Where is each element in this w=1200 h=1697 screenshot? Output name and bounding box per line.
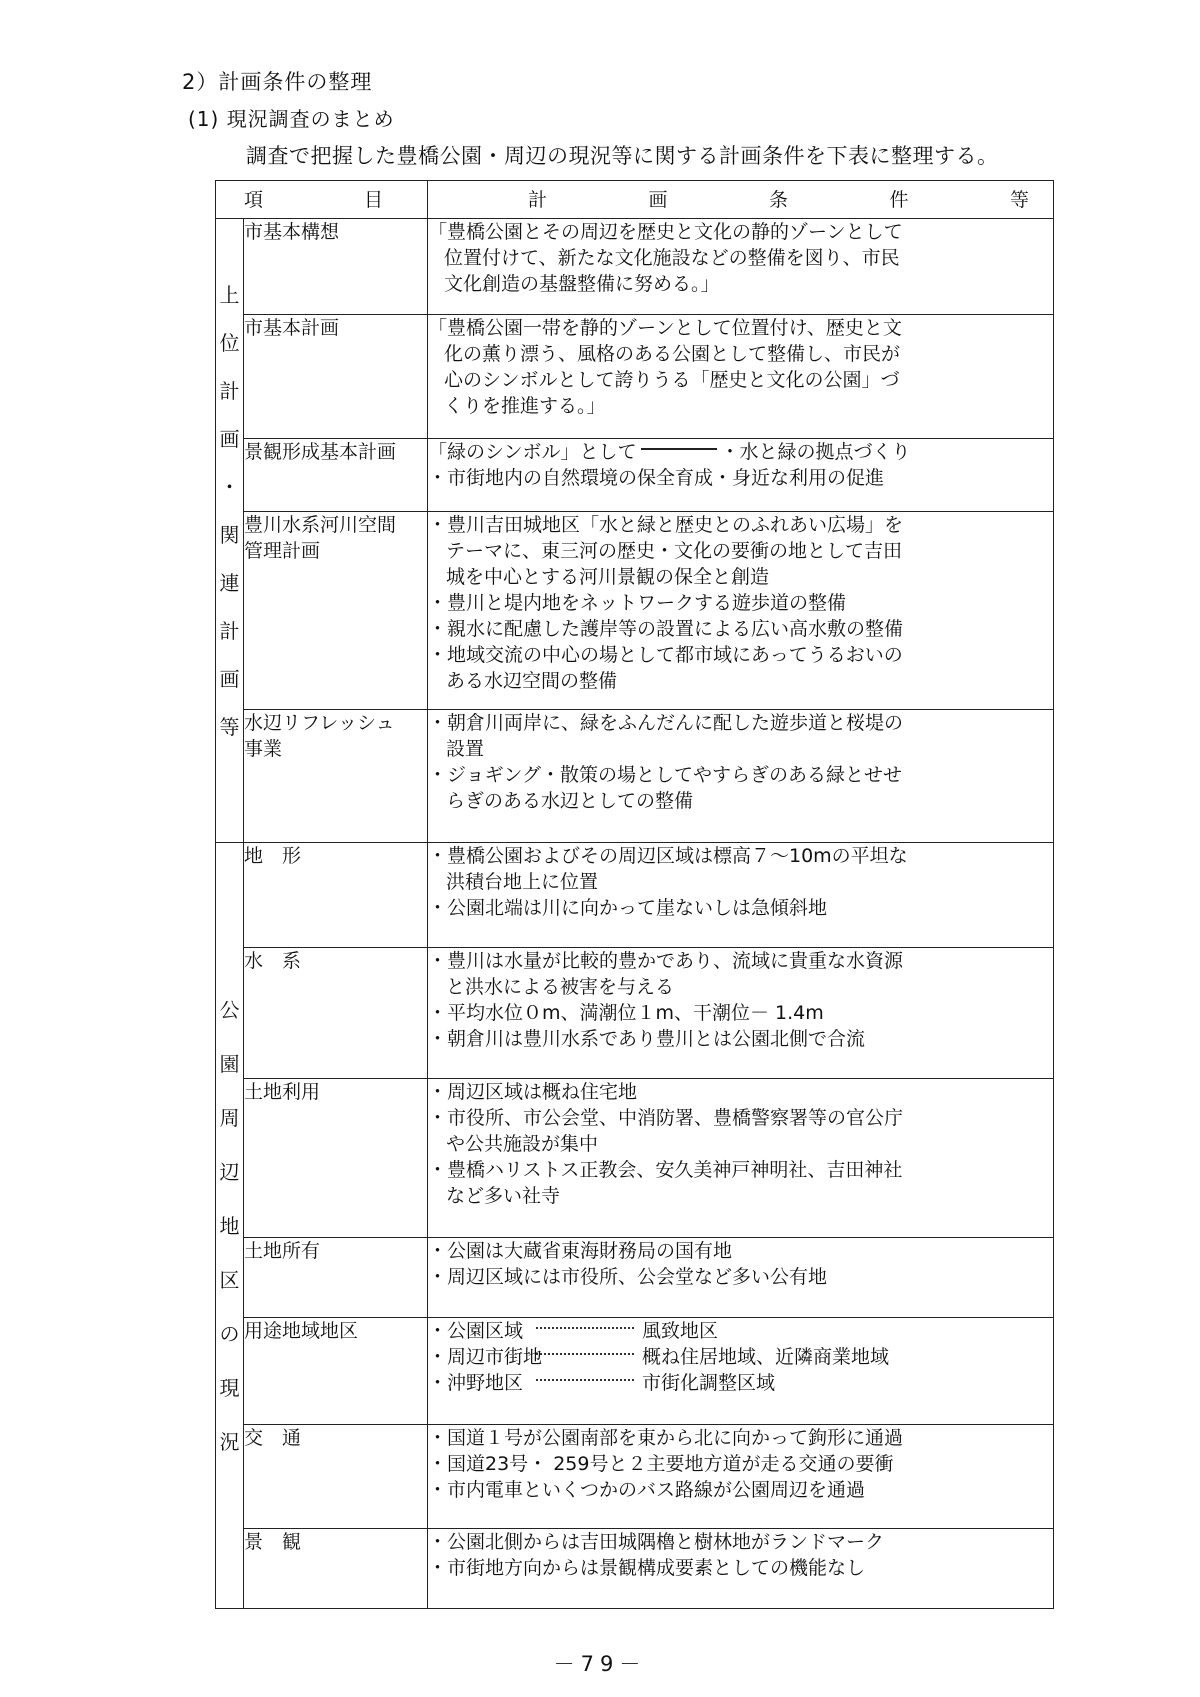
- condition-cell: [428, 843, 1054, 948]
- subsection-heading: (1) 現況調査のまとめ: [188, 107, 395, 131]
- condition-line: 位置付けて、新たな文化施設などの整備を図り、市民: [444, 247, 900, 269]
- group-label-char: 地: [219, 1214, 240, 1238]
- group-label-park-surroundings: [216, 843, 244, 1609]
- group-label-char: 位: [219, 331, 240, 355]
- condition-line: ・市内電車といくつかのバス路線が公園周辺を通過: [428, 1479, 866, 1501]
- condition-line: ・ジョギング・散策の場としてやすらぎのある緑とせせ: [428, 764, 903, 786]
- header-conditions: [428, 181, 1054, 219]
- zone-line: [428, 1318, 1053, 1344]
- condition-cell: [428, 1529, 1054, 1609]
- dotted-leader: [536, 1379, 634, 1381]
- table-row: [216, 512, 1054, 710]
- header-cond-char: 画: [648, 188, 668, 211]
- condition-line: と洪水による被害を与える: [446, 976, 675, 998]
- dash-line: [641, 448, 717, 450]
- group-label-char: 画: [219, 667, 240, 691]
- item-label: 市基本計画: [244, 317, 340, 339]
- header-item-char: 目: [363, 188, 383, 211]
- item-cell: [244, 315, 428, 439]
- table-row: [216, 1318, 1054, 1425]
- item-cell: [244, 1425, 428, 1529]
- item-cell: [244, 439, 428, 512]
- condition-line: ・市役所、市公会堂、中消防署、豊橋警察署等の官公庁: [428, 1107, 904, 1129]
- condition-line: 城を中心とする河川景観の保全と創造: [446, 566, 770, 588]
- item-cell: [244, 710, 428, 843]
- condition-line: 文化創造の基盤整備に努める。」: [444, 273, 720, 295]
- condition-line: ・公園北側からは吉田城隅櫓と樹林地がランドマーク: [428, 1531, 885, 1553]
- group-label-char: 計: [219, 619, 240, 643]
- condition-line: ・周辺区域には市役所、公会堂など多い公有地: [428, 1266, 828, 1288]
- condition-line: ・市街地方向からは景観構成要素としての機能なし: [428, 1557, 866, 1579]
- group-label-char: 計: [219, 379, 240, 403]
- group-label-char: 連: [219, 571, 240, 595]
- condition-cell: [428, 1318, 1054, 1425]
- group-label-char: 区: [219, 1268, 240, 1292]
- condition-line: ・豊川吉田城地区「水と緑と歴史とのふれあい広場」を: [428, 514, 904, 536]
- condition-line: ・朝倉川両岸に、緑をふんだんに配した遊歩道と桜堤の: [428, 712, 904, 734]
- condition-line: 「豊橋公園とその周辺を歴史と文化の静的ゾーンとして: [428, 221, 903, 243]
- zone-area: ・公園区域: [428, 1320, 524, 1342]
- condition-line: ・地域交流の中心の場として都市域にあってうるおいの: [428, 644, 903, 666]
- item-label: 事業: [244, 738, 283, 760]
- zone-designation: 市街化調整区域: [642, 1372, 776, 1394]
- zone-line: [428, 1370, 1053, 1396]
- group-label-char: 況: [219, 1430, 240, 1454]
- item-label: 地 形: [244, 845, 302, 867]
- table-row: [216, 1238, 1054, 1318]
- condition-line: ・豊川と堤内地をネットワークする遊歩道の整備: [428, 592, 847, 614]
- condition-line: ・豊橋公園およびその周辺区域は標高７～10mの平坦な: [428, 845, 908, 867]
- table-row: [216, 439, 1054, 512]
- group-label-char: 現: [219, 1376, 240, 1400]
- table-row: [216, 219, 1054, 315]
- group-label-char: 画: [219, 427, 240, 451]
- table-row: [216, 1529, 1054, 1609]
- zone-designation: 風致地区: [642, 1320, 719, 1342]
- condition-line: ・豊川は水量が比較的豊かであり、流域に貴重な水資源: [428, 950, 904, 972]
- item-label: 豊川水系河川空間: [244, 514, 397, 536]
- item-cell: [244, 948, 428, 1079]
- condition-line: 「豊橋公園一帯を静的ゾーンとして位置付け、歴史と文: [428, 317, 902, 339]
- dotted-leader: [536, 1353, 634, 1355]
- item-cell: [244, 219, 428, 315]
- zone-line: [428, 1344, 1053, 1370]
- header-cond-char: 件: [889, 188, 909, 211]
- table-row: [216, 710, 1054, 843]
- group-label-char: ・: [219, 475, 240, 499]
- condition-line: らぎのある水辺としての整備: [446, 790, 694, 812]
- zone-designation: 概ね住居地域、近隣商業地域: [642, 1346, 890, 1368]
- header-cond-char: 計: [528, 188, 548, 211]
- condition-line: 洪積台地上に位置: [446, 871, 599, 893]
- condition-cell: [428, 1425, 1054, 1529]
- condition-cell: [428, 1079, 1054, 1238]
- header-item-char: 項: [244, 188, 264, 211]
- group-label-char: 辺: [219, 1160, 240, 1184]
- header-cond-char: 条: [768, 188, 788, 211]
- item-label: 交 通: [244, 1427, 302, 1449]
- page-number: －79－: [553, 1652, 647, 1676]
- item-label: 水 系: [244, 950, 302, 972]
- table-row: [216, 1079, 1054, 1238]
- group-label-char: 園: [219, 1052, 240, 1076]
- symbol-target: ・水と緑の拠点づくり: [720, 441, 911, 463]
- table-row: [216, 1425, 1054, 1529]
- group-label-char: 周: [219, 1106, 240, 1130]
- group-label-char: 等: [219, 715, 240, 739]
- condition-cell: [428, 948, 1054, 1079]
- item-cell: [244, 1079, 428, 1238]
- condition-line: ・市街地内の自然環境の保全育成・身近な利用の促進: [428, 467, 885, 489]
- item-cell: [244, 512, 428, 710]
- item-label: 管理計画: [244, 540, 321, 562]
- item-cell: [244, 1529, 428, 1609]
- condition-line: くりを推進する。」: [444, 395, 606, 417]
- condition-line: [428, 439, 1053, 465]
- planning-conditions-table: [215, 180, 1054, 1609]
- condition-line: ・国道23号・ 259号と２主要地方道が走る交通の要衝: [428, 1453, 894, 1475]
- condition-line: 設置: [446, 738, 485, 760]
- condition-cell: [428, 710, 1054, 843]
- condition-line: テーマに、東三河の歴史・文化の要衝の地として吉田: [446, 540, 903, 562]
- condition-line: ・周辺区域は概ね住宅地: [428, 1081, 638, 1103]
- item-label: 景 観: [244, 1531, 302, 1553]
- condition-line: ・親水に配慮した護岸等の設置による広い高水敷の整備: [428, 618, 904, 640]
- dotted-leader: [536, 1327, 634, 1329]
- item-label: 土地所有: [244, 1240, 321, 1262]
- condition-line: ・朝倉川は豊川水系であり豊川とは公園北側で合流: [428, 1028, 866, 1050]
- symbol-label: 「緑のシンボル」として: [428, 441, 637, 463]
- condition-line: など多い社寺: [446, 1185, 561, 1207]
- item-label: 土地利用: [244, 1081, 321, 1103]
- condition-line: ・国道１号が公園南部を東から北に向かって鉤形に通過: [428, 1427, 904, 1449]
- table-row: [216, 315, 1054, 439]
- condition-line: ・平均水位０m、満潮位１m、干潮位－ 1.4m: [428, 1002, 824, 1024]
- condition-cell: [428, 219, 1054, 315]
- item-label: 水辺リフレッシュ: [244, 712, 395, 734]
- condition-line: や公共施設が集中: [446, 1133, 599, 1155]
- group-label-char: の: [219, 1322, 240, 1346]
- table-row: [216, 843, 1054, 948]
- condition-line: ・公園北端は川に向かって崖ないしは急傾斜地: [428, 897, 828, 919]
- condition-line: ・公園は大蔵省東海財務局の国有地: [428, 1240, 733, 1262]
- condition-cell: [428, 512, 1054, 710]
- item-label: 用途地域地区: [244, 1320, 359, 1342]
- table-row: [216, 948, 1054, 1079]
- zone-area: ・周辺市街地: [428, 1346, 543, 1368]
- item-cell: [244, 843, 428, 948]
- header-item: [216, 181, 428, 219]
- group-label-char: 上: [219, 283, 240, 307]
- condition-line: 化の薫り漂う、風格のある公園として整備し、市民が: [444, 343, 901, 365]
- header-cond-char: 等: [1009, 188, 1029, 211]
- condition-cell: [428, 1238, 1054, 1318]
- condition-cell: [428, 315, 1054, 439]
- group-label-upper-plans: [216, 219, 244, 843]
- condition-line: ・豊橋ハリストス正教会、安久美神戸神明社、吉田神社: [428, 1159, 903, 1181]
- group-label-char: 公: [219, 998, 240, 1022]
- zone-area: ・沖野地区: [428, 1372, 524, 1394]
- item-cell: [244, 1238, 428, 1318]
- condition-cell: [428, 439, 1054, 512]
- item-cell: [244, 1318, 428, 1425]
- item-label: 市基本構想: [244, 221, 340, 243]
- condition-line: ある水辺空間の整備: [446, 670, 618, 692]
- group-label-char: 関: [219, 523, 240, 547]
- item-label: 景観形成基本計画: [244, 441, 397, 463]
- table-header-row: [216, 181, 1054, 219]
- condition-line: 心のシンボルとして誇りうる「歴史と文化の公園」づ: [444, 369, 900, 391]
- intro-text: 調査で把握した豊橋公園・周辺の現況等に関する計画条件を下表に整理する。: [246, 144, 999, 168]
- section-heading: 2）計画条件の整理: [182, 70, 373, 94]
